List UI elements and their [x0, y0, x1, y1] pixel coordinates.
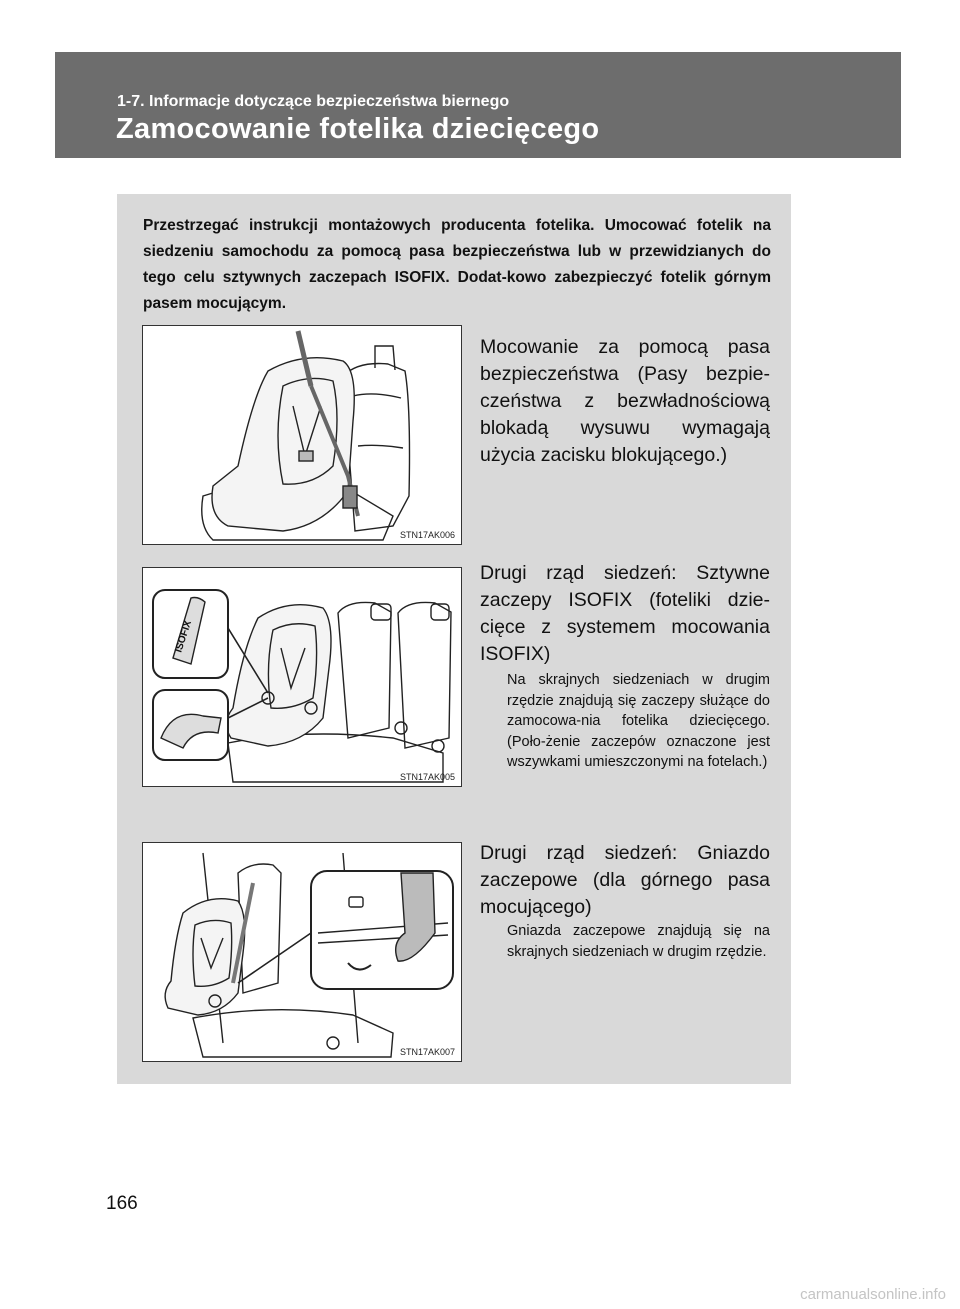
section-label: 1-7. Informacje dotyczące bezpieczeństwa biernego: [117, 93, 510, 110]
page-title: Zamocowanie fotelika dziecięcego: [116, 113, 600, 145]
figure-code: STN17AK005: [399, 772, 455, 782]
figure-top-tether: [142, 842, 462, 1062]
caption-top-tether: Drugi rząd siedzeń: Gniazdo zaczepowe (dla górnego pasa mocującego): [480, 842, 770, 918]
figure-seatbelt-mount: [142, 325, 462, 545]
figure-code: STN17AK006: [399, 530, 455, 540]
watermark: carmanualsonline.info: [800, 1286, 946, 1303]
top-tether-illustration: [143, 843, 461, 1061]
figure-code: STN17AK007: [399, 1047, 455, 1057]
page-number: 166: [106, 1193, 138, 1214]
caption-seatbelt: Mocowanie za pomocą pasa bezpieczeństwa (Pasy bezpie-czeństwa z bezwładnościową blokadą wysuwu wymagają użycia zacisku blokującego.): [480, 336, 770, 466]
seatbelt-mount-illustration: [143, 326, 461, 544]
note-top-tether: Gniazda zaczepowe znajdują się na skrajnych siedzeniach w drugim rzędzie.: [507, 923, 770, 960]
intro-paragraph: Przestrzegać instrukcji montażowych producenta fotelika. Umocować fotelik na siedzeniu samochodu za pomocą pasa bezpieczeństwa lub w przewidzianych do tego celu sztywnych zaczepach ISOFIX. Dodat-kowo zabezpieczyć fotelik górnym pasem mocującym.: [143, 217, 771, 312]
isofix-illustration: [143, 568, 461, 786]
isofix-tag-label: ISOFIX: [173, 619, 194, 654]
note-isofix: Na skrajnych siedzeniach w drugim rzędzie znajdują się zaczepy służące do zamocowa-nia fotelika dziecięcego. (Poło-żenie zaczepów oznaczone jest wszywkami umieszczonymi na fotelach.): [507, 672, 770, 770]
caption-isofix: Drugi rząd siedzeń: Sztywne zaczepy ISOFIX (foteliki dzie-cięce z systemem mocowania ISOFIX): [480, 562, 770, 665]
figure-isofix: [142, 567, 462, 787]
